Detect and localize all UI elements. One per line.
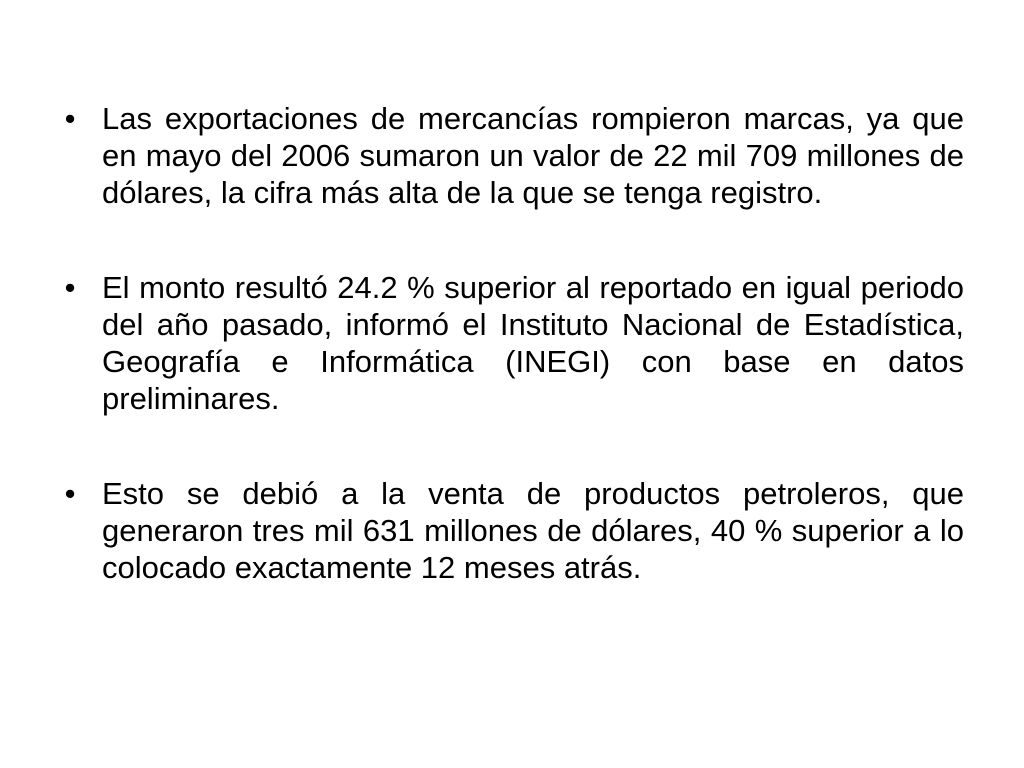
bullet-list <box>60 100 964 586</box>
bullet-marker: • <box>64 476 76 511</box>
bullet-marker: • <box>64 270 76 305</box>
bullet-text: Esto se debió a la venta de productos petroleros, que generaron tres mil 631 millones de dólares, 40 % superior a lo colocado exactamente 12 meses atrás. <box>102 476 964 585</box>
bullet-text: Las exportaciones de mercancías rompieron marcas, ya que en mayo del 2006 sumaron un valor de 22 mil 709 millones de dólares, la cifra más alta de la que se tenga registro. <box>102 101 964 210</box>
bullet-item-petroleros <box>60 475 964 586</box>
bullet-text: El monto resultó 24.2 % superior al reportado en igual periodo del año pasado, informó el Instituto Nacional de Estadística, Geografía e Informática (INEGI) con base en datos preliminares. <box>102 270 964 416</box>
bullet-item-monto <box>60 269 964 417</box>
bullet-marker: • <box>64 101 76 136</box>
bullet-item-exportaciones <box>60 100 964 211</box>
